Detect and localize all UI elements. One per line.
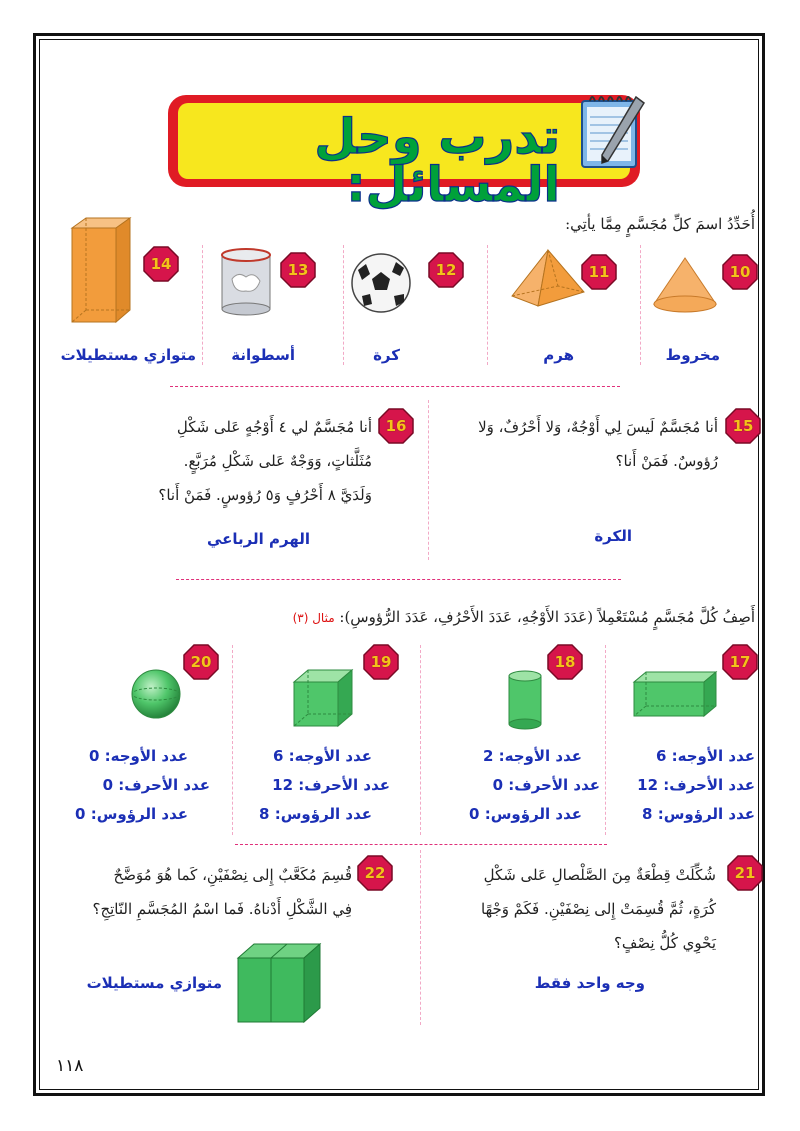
faces-count bbox=[89, 742, 188, 771]
question-number: 14 bbox=[150, 255, 172, 273]
vertices-count bbox=[469, 800, 582, 829]
question-line: كُرَةٍ، ثُمَّ قُسِمَتْ إِلى نِصْفَيْنِ. فَكَمْ وَجْهًا bbox=[481, 900, 716, 918]
question-number: 10 bbox=[729, 263, 751, 281]
soccer-ball-figure bbox=[350, 252, 412, 314]
answer-text: مخروط bbox=[665, 346, 720, 364]
question-line: أنا مُجَسَّمٌ لي ٤ أَوْجُهٍ عَلى شَكْلِ bbox=[176, 418, 372, 436]
vertices-count bbox=[259, 800, 372, 829]
banner-inner bbox=[178, 103, 630, 213]
edges-value: 12 bbox=[272, 776, 294, 794]
section1-instruction: أُحَدِّدُ اسمَ كلِّ مُجَسَّمٍ مِمَّا يأتِي: bbox=[565, 215, 755, 233]
rectangular-prism-figure bbox=[68, 214, 134, 326]
sphere-figure bbox=[130, 668, 182, 720]
edges-count bbox=[493, 771, 600, 800]
vertices-label: عدد الرؤوس: bbox=[274, 805, 372, 823]
divider-vertical bbox=[640, 245, 641, 365]
vertices-value: 0 bbox=[75, 805, 86, 823]
answer-text: وجه واحد فقط bbox=[534, 974, 645, 992]
question-text-22 bbox=[42, 858, 352, 926]
question-number: 13 bbox=[287, 261, 309, 279]
question-line: مُثَلَّثاتٍ، وَوَجْهٌ عَلى شَكْلِ مُرَبَّعٍ. bbox=[183, 452, 372, 470]
divider-vertical bbox=[202, 245, 203, 365]
edges-label: عدد الأحرف: bbox=[298, 776, 390, 794]
edges-count bbox=[637, 771, 755, 800]
answer-text: كرة bbox=[373, 346, 400, 364]
question-number: 12 bbox=[435, 261, 457, 279]
question-number-badge bbox=[280, 252, 316, 288]
vertices-count bbox=[642, 800, 755, 829]
edges-value: 0 bbox=[492, 776, 504, 794]
instruction-text: أَصِفُ كُلَّ مُجَسَّمٍ مُسْتَعْمِلاً (عَدَدَ الأَوْجُهِ، عَدَدَ الأَحْرُفِ، عَدَدَ الرُّؤوسِ): bbox=[339, 608, 755, 626]
question-number-badge bbox=[143, 246, 179, 282]
answer-text: هرم bbox=[543, 346, 574, 364]
cylinder-figure bbox=[505, 670, 545, 732]
faces-value: 0 bbox=[88, 747, 100, 765]
edges-value: 0 bbox=[102, 776, 114, 794]
vertices-value: 8 bbox=[259, 805, 270, 823]
question-number-badge bbox=[547, 644, 583, 680]
answer-text: الهرم الرباعي bbox=[206, 530, 310, 548]
notepad-pencil-icon bbox=[574, 87, 650, 173]
question-text-21 bbox=[416, 858, 716, 960]
divider-vertical bbox=[232, 645, 233, 835]
answer-text: الكرة bbox=[594, 527, 632, 545]
faces-count bbox=[483, 742, 582, 771]
faces-value: 6 bbox=[272, 747, 284, 765]
faces-value: 2 bbox=[482, 747, 494, 765]
faces-count bbox=[656, 742, 755, 771]
question-number: 16 bbox=[385, 417, 407, 435]
question-number: 20 bbox=[190, 653, 212, 671]
cube-figure bbox=[292, 668, 354, 728]
edges-count bbox=[103, 771, 210, 800]
question-number: 21 bbox=[734, 864, 756, 882]
question-text-15 bbox=[418, 410, 718, 478]
edges-count bbox=[272, 771, 390, 800]
example-reference: مثال (٣) bbox=[292, 611, 335, 625]
divider-vertical bbox=[343, 245, 344, 365]
answer-text: متوازي مستطيلات bbox=[86, 974, 222, 992]
pyramid-figure bbox=[508, 248, 588, 310]
cylinder-can-figure bbox=[218, 247, 274, 317]
section-divider bbox=[235, 844, 607, 845]
question-number-badge bbox=[378, 408, 414, 444]
faces-label: عدد الأوجه: bbox=[104, 747, 188, 765]
vertices-label: عدد الرؤوس: bbox=[657, 805, 755, 823]
answer-text: متوازي مستطيلات bbox=[60, 346, 196, 364]
question-number: 11 bbox=[588, 263, 610, 281]
faces-label: عدد الأوجه: bbox=[288, 747, 372, 765]
question-number-badge bbox=[363, 644, 399, 680]
edges-label: عدد الأحرف: bbox=[118, 776, 210, 794]
section-divider bbox=[170, 386, 620, 387]
question-number-badge bbox=[725, 408, 761, 444]
section-divider bbox=[176, 579, 621, 580]
question-number: 15 bbox=[732, 417, 754, 435]
divider-vertical bbox=[605, 645, 606, 835]
question-number: 18 bbox=[554, 653, 576, 671]
rectangular-prism-figure bbox=[632, 670, 718, 718]
question-text-16 bbox=[122, 410, 372, 512]
edges-value: 12 bbox=[637, 776, 659, 794]
question-number: 17 bbox=[729, 653, 751, 671]
question-number-badge bbox=[357, 855, 393, 891]
faces-label: عدد الأوجه: bbox=[498, 747, 582, 765]
vertices-label: عدد الرؤوس: bbox=[90, 805, 188, 823]
vertices-value: 0 bbox=[469, 805, 480, 823]
divider-vertical bbox=[487, 245, 488, 365]
edges-label: عدد الأحرف: bbox=[508, 776, 600, 794]
section3-instruction bbox=[293, 608, 755, 626]
vertices-value: 8 bbox=[642, 805, 653, 823]
answer-text: أسطوانة bbox=[231, 346, 295, 364]
banner-title: تدرب وحل المسائل: bbox=[314, 109, 560, 213]
question-number-badge bbox=[183, 644, 219, 680]
vertices-label: عدد الرؤوس: bbox=[484, 805, 582, 823]
faces-count bbox=[273, 742, 372, 771]
question-line: يَحْوِي كُلُّ نِصْفٍ؟ bbox=[613, 934, 716, 952]
divider-vertical bbox=[420, 645, 421, 835]
question-line: قُسِمَ مُكَعَّبٌ إِلى نِصْفَيْنِ، كَما هُوَ مُوَضَّحٌ bbox=[113, 866, 352, 884]
question-number-badge bbox=[722, 254, 758, 290]
section-banner bbox=[168, 95, 640, 213]
question-number-badge bbox=[727, 855, 763, 891]
vertices-count bbox=[75, 800, 188, 829]
faces-value: 6 bbox=[655, 747, 667, 765]
question-line: وَلَدَيَّ ٨ أَحْرُفٍ وَ٥ رُؤوسٍ. فَمَنْ أَنا؟ bbox=[158, 486, 372, 504]
question-line: أنا مُجَسَّمٌ لَيسَ لِي أَوْجُهٌ، وَلا أَحْرُفٌ، وَلا bbox=[478, 418, 718, 436]
question-number-badge bbox=[428, 252, 464, 288]
question-line: فِي الشَّكْلِ أَدْناهُ. فَما اسْمُ المُجَسَّمِ النّاتِجِ؟ bbox=[92, 900, 352, 918]
question-number-badge bbox=[722, 644, 758, 680]
page-number: ١١٨ bbox=[56, 1056, 84, 1076]
split-cube-figure bbox=[236, 942, 322, 1024]
question-line: رُؤوسٌ. فَمَنْ أَنا؟ bbox=[615, 452, 718, 470]
question-number: 19 bbox=[370, 653, 392, 671]
cone-figure bbox=[650, 256, 720, 316]
question-number: 22 bbox=[364, 864, 386, 882]
question-line: شُكِّلَتْ قِطْعَةٌ مِنَ الصَّلْصالِ عَلى شَكْلِ bbox=[483, 866, 716, 884]
edges-label: عدد الأحرف: bbox=[663, 776, 755, 794]
faces-label: عدد الأوجه: bbox=[671, 747, 755, 765]
